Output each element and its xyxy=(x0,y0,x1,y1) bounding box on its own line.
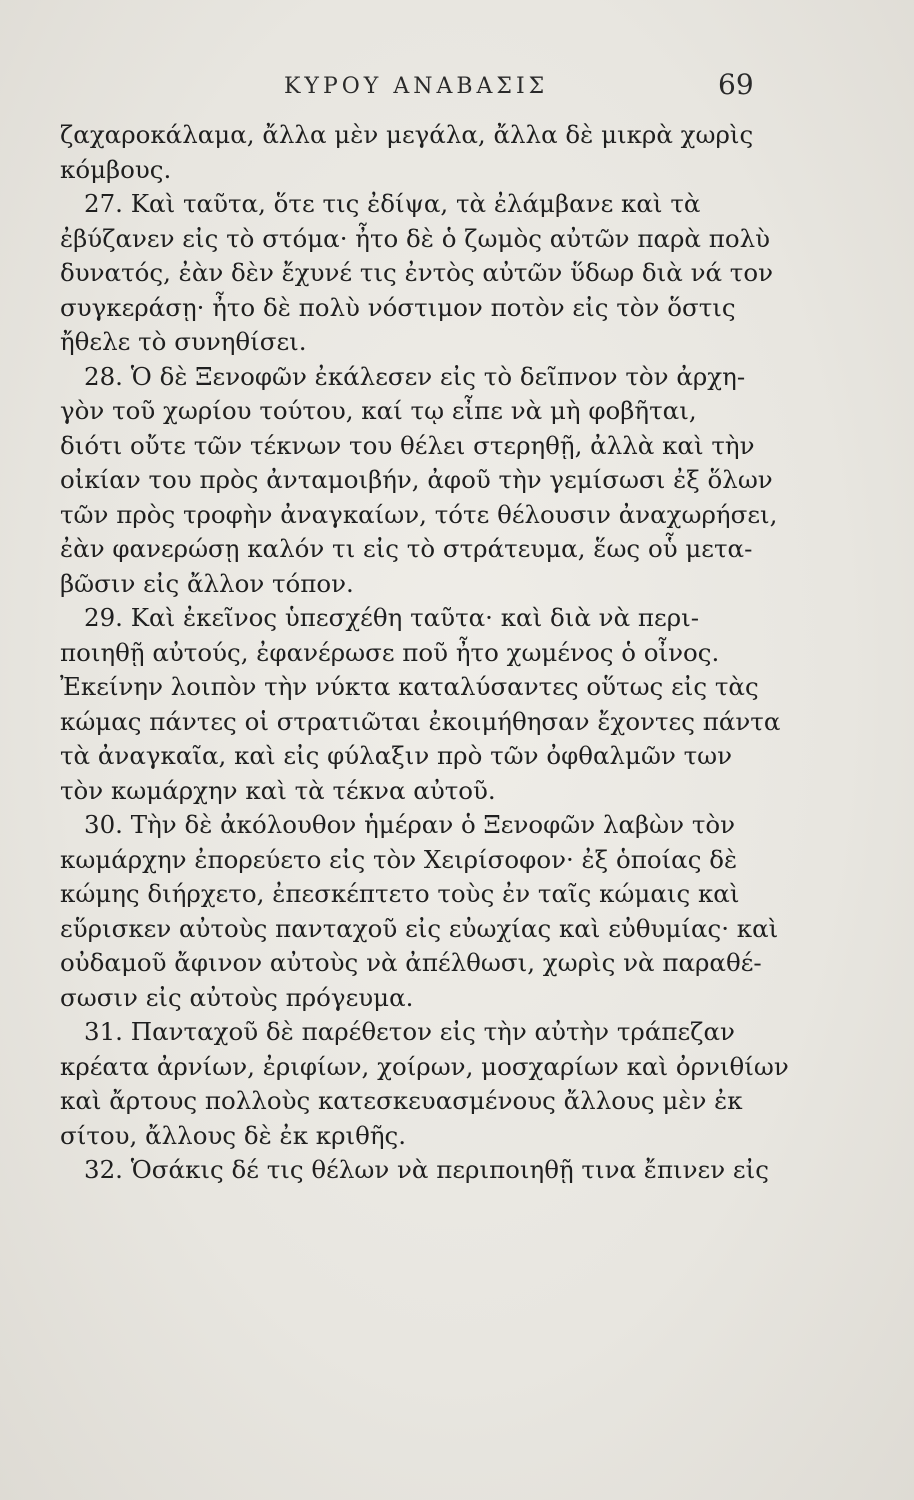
running-head: ΚΥΡΟΥ ΑΝΑΒΑΣΙΣ xyxy=(284,74,549,99)
page-number: 69 xyxy=(718,68,754,101)
text-line: συγκεράσῃ· ἦτο δὲ πολὺ νόστιμον ποτὸν εἰς τὸν ὅστις xyxy=(60,292,736,322)
text-line: ποιηθῇ αὐτούς, ἐφανέρωσε ποῦ ἦτο χωμένος ὁ οἶνος. xyxy=(60,637,720,667)
text-line: τὸν κωμάρχην καὶ τὰ τέκνα αὐτοῦ. xyxy=(60,775,496,805)
text-line: κωμάρχην ἐπορεύετο εἰς τὸν Χειρίσοφον· ἐξ ὁποίας δὲ xyxy=(60,844,738,874)
paragraph-30-start: 30. Τὴν δὲ ἀκόλουθον ἡμέραν ὁ Ξενοφῶν λαβὼν τὸν xyxy=(84,810,736,839)
text-line: κώμας πάντες οἱ στρατιῶται ἐκοιμήθησαν ἔχοντες πάντα xyxy=(60,706,781,736)
text-line: οἰκίαν του πρὸς ἀνταμοιβήν, ἀφοῦ τὴν γεμίσωσι ἐξ ὅλων xyxy=(60,465,773,494)
text-line: βῶσιν εἰς ἄλλον τόπον. xyxy=(60,568,354,598)
text-line: σίτου, ἄλλους δὲ ἐκ κριθῆς. xyxy=(60,1120,407,1150)
text-line: ἐὰν φανερώσῃ καλόν τι εἰς τὸ στράτευμα, ἕως οὗ μετα- xyxy=(60,534,753,563)
text-line: ἤθελε τὸ συνηθίσει. xyxy=(60,327,307,356)
text-line: δυνατός, ἐὰν δὲν ἔχυνέ τις ἐντὸς αὐτῶν ὕδωρ διὰ νά τον xyxy=(60,258,774,287)
text-line: κώμης διήρχετο, ἐπεσκέπτετο τοὺς ἐν ταῖς κώμαις καὶ xyxy=(60,879,740,908)
paragraph-32-start: 32. Ὁσάκις δέ τις θέλων νὰ περιποιηθῇ τινα ἔπινεν εἰς xyxy=(84,1155,769,1184)
text-line: σωσιν εἰς αὐτοὺς πρόγευμα. xyxy=(60,982,414,1012)
text-line: τῶν πρὸς τροφὴν ἀναγκαίων, τότε θέλουσιν ἀναχωρήσει, xyxy=(60,499,778,529)
text-line: καὶ ἄρτους πολλοὺς κατεσκευασμένους ἄλλους μὲν ἐκ xyxy=(60,1086,743,1115)
text-line: διότι οὔτε τῶν τέκνων του θέλει στερηθῇ, ἀλλὰ καὶ τὴν xyxy=(60,430,755,460)
text-line: Ἐκείνην λοιπὸν τὴν νύκτα καταλύσαντες οὕτως εἰς τὰς xyxy=(60,672,759,701)
body-text xyxy=(60,118,830,1188)
text-line: οὐδαμοῦ ἄφινον αὐτοὺς νὰ ἀπέλθωσι, χωρὶς νὰ παραθέ- xyxy=(60,948,762,977)
text-line: τὰ ἀναγκαῖα, καὶ εἰς φύλαξιν πρὸ τῶν ὀφθαλμῶν των xyxy=(60,741,733,770)
text-line: εὕρισκεν αὐτοὺς πανταχοῦ εἰς εὐωχίας καὶ εὐθυμίας· καὶ xyxy=(60,913,779,943)
paragraph-31-start: 31. Πανταχοῦ δὲ παρέθετον εἰς τὴν αὐτὴν τράπεζαν xyxy=(84,1017,735,1046)
text-line: κρέατα ἀρνίων, ἐριφίων, χοίρων, μοσχαρίων καὶ ὀρνιθίων xyxy=(60,1051,789,1081)
text-line: κόμβους. xyxy=(60,154,172,184)
text-line: γὸν τοῦ χωρίου τούτου, καί τῳ εἶπε νὰ μὴ φοβῆται, xyxy=(60,396,697,425)
paragraph-29-start: 29. Καὶ ἐκεῖνος ὑπεσχέθη ταῦτα· καὶ διὰ νὰ περι- xyxy=(84,603,699,632)
paragraph-27-start: 27. Καὶ ταῦτα, ὅτε τις ἐδίψα, τὰ ἐλάμβανε καὶ τὰ xyxy=(84,189,701,218)
text-line: ἐβύζανεν εἰς τὸ στόμα· ἦτο δὲ ὁ ζωμὸς αὐτῶν παρὰ πολὺ xyxy=(60,223,771,253)
text-line: ζαχαροκάλαμα, ἄλλα μὲν μεγάλα, ἄλλα δὲ μικρὰ χωρὶς xyxy=(60,120,754,149)
paragraph-28-start: 28. Ὁ δὲ Ξενοφῶν ἐκάλεσεν εἰς τὸ δεῖπνον τὸν ἀρχη- xyxy=(84,361,746,391)
